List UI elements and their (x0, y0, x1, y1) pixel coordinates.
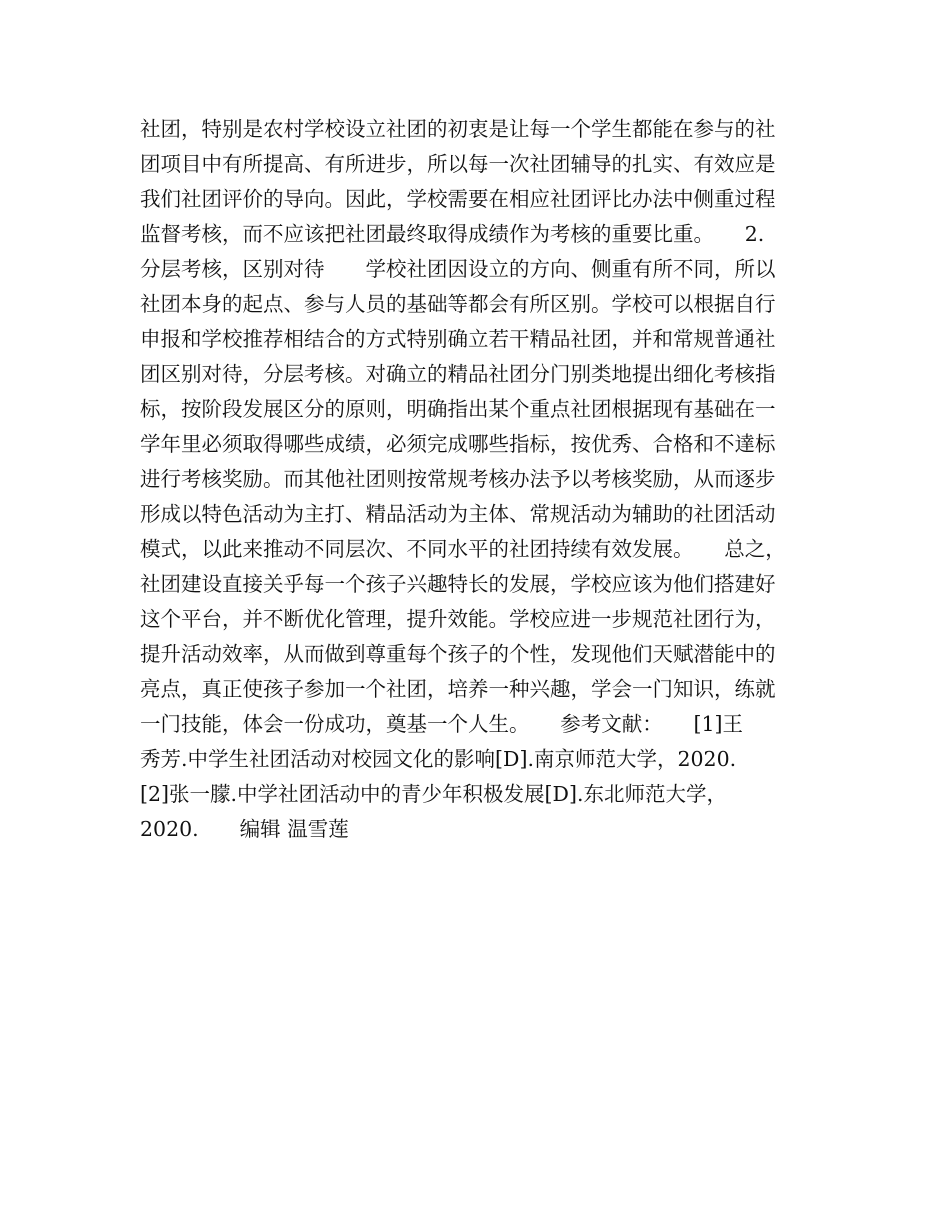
reference-line: [2]张一朦.中学社团活动中的青少年积极发展[D].东北师范大学， (140, 782, 728, 806)
text-line: 社团，特别是农村学校设立社团的初衷是让每一个学生都能在参与的社 (140, 117, 776, 141)
text-line: 我们社团评价的导向。因此，学校需要在相应社团评比办法中侧重过程 (140, 187, 776, 211)
text-line: 这个平台，并不断优化管理，提升效能。学校应进一步规范社团行为， (140, 607, 776, 631)
text-line: 形成以特色活动为主打、精品活动为主体、常规活动为辅助的社团活动 (140, 502, 776, 526)
text-line: 提升活动效率，从而做到尊重每个孩子的个性，发现他们天赋潜能中的 (140, 642, 776, 666)
editor-line: 2020. 编辑 温雪莲 (140, 817, 349, 841)
text-line: 模式，以此来推动不同层次、不同水平的社团持续有效发展。 总之， (140, 537, 786, 561)
reference-line: 秀芳.中学生社团活动对校园文化的影响[D].南京师范大学，2020. (140, 747, 737, 771)
text-line: 团项目中有所提高、有所进步，所以每一次社团辅导的扎实、有效应是 (140, 152, 776, 176)
text-line: 社团建设直接关乎每一个孩子兴趣特长的发展，学校应该为他们搭建好 (140, 572, 776, 596)
text-line: 进行考核奖励。而其他社团则按常规考核办法予以考核奖励，从而逐步 (140, 467, 776, 491)
text-line: 亮点，真正使孩子参加一个社团，培养一种兴趣，学会一门知识，练就 (140, 677, 776, 701)
text-line: 团区别对待，分层考核。对确立的精品社团分门别类地提出细化考核指 (140, 362, 776, 386)
text-line: 申报和学校推荐相结合的方式特别确立若干精品社团，并和常规普通社 (140, 327, 776, 351)
text-line: 学年里必须取得哪些成绩，必须完成哪些指标，按优秀、合格和不達标 (140, 432, 776, 456)
text-line: 监督考核，而不应该把社团最终取得成绩作为考核的重要比重。 2. (140, 222, 765, 246)
text-line: 标，按阶段发展区分的原则，明确指出某个重点社团根据现有基础在一 (140, 397, 776, 421)
text-line: 一门技能，体会一份成功，奠基一个人生。 参考文献： [1]王 (140, 712, 744, 736)
body-text (140, 112, 820, 847)
text-line: 社团本身的起点、参与人员的基础等都会有所区别。学校可以根据自行 (140, 292, 776, 316)
text-line: 分层考核，区别对待 学校社团因设立的方向、侧重有所不同，所以 (140, 257, 776, 281)
